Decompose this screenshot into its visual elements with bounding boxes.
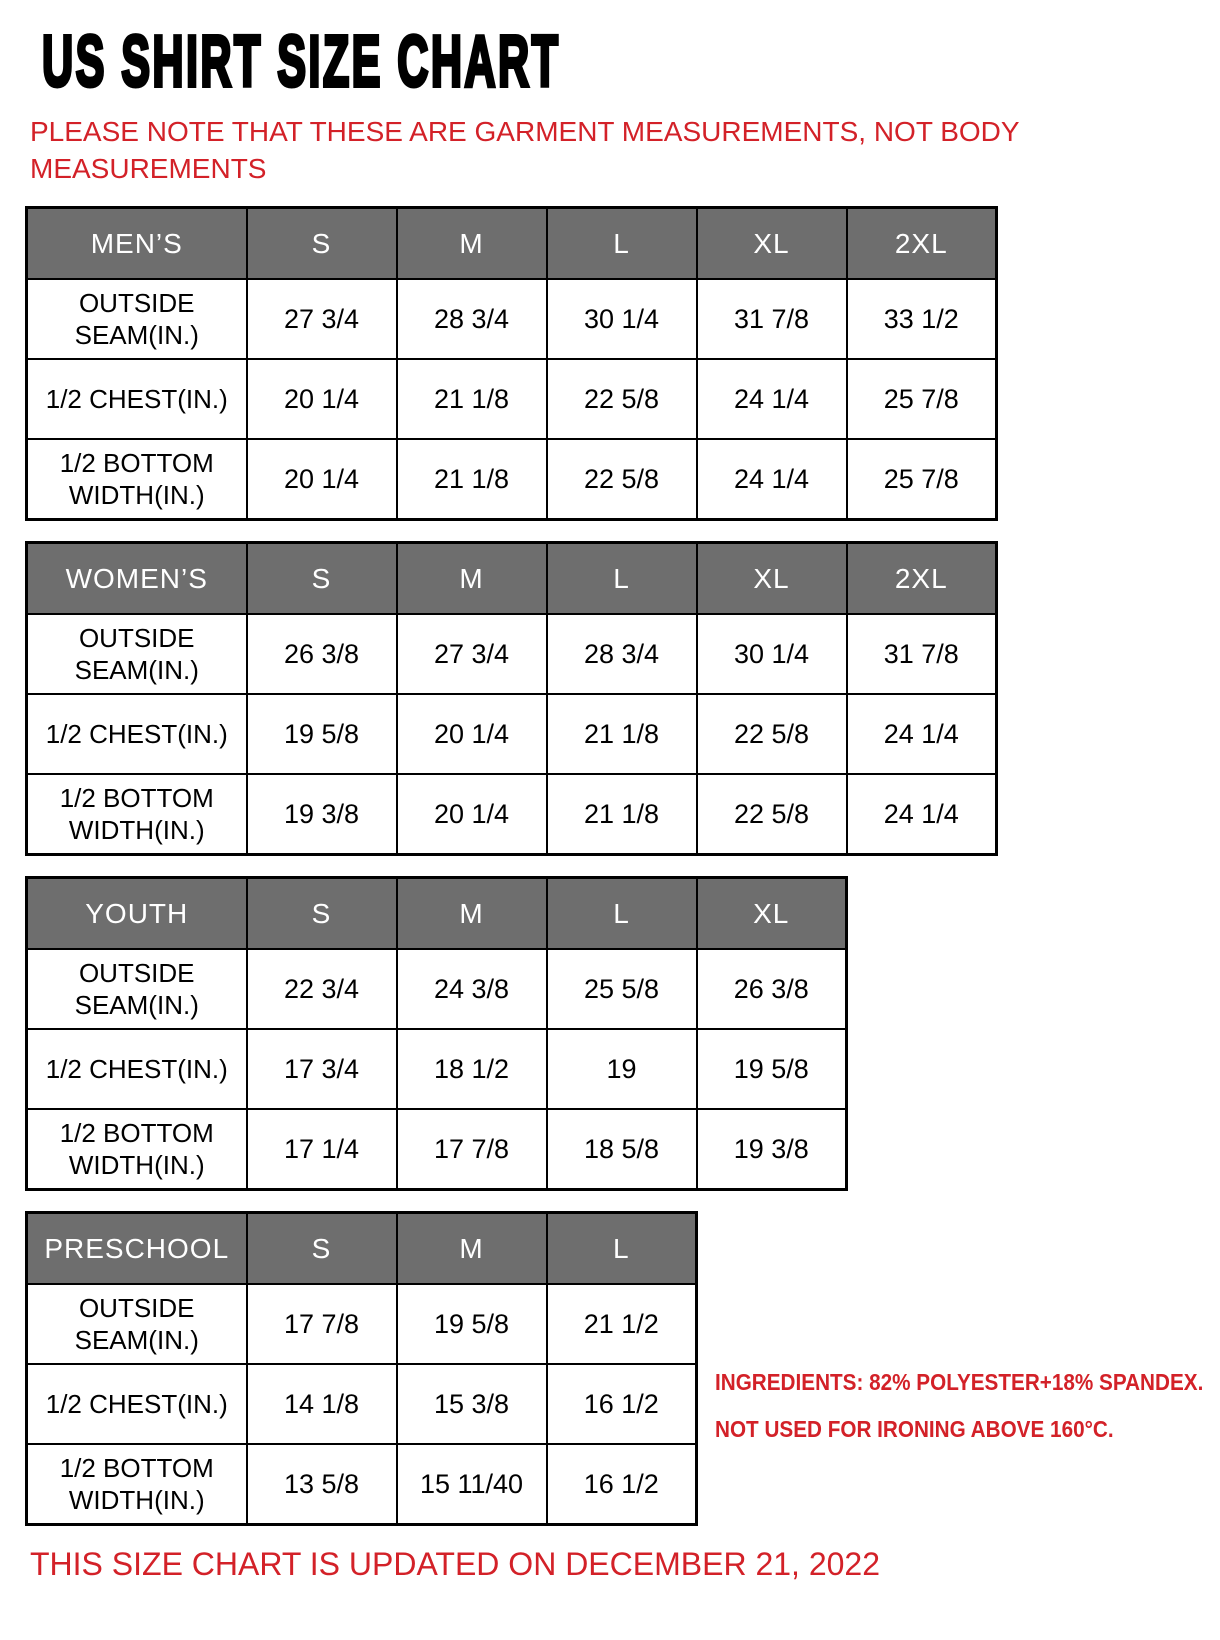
- row-label-cell: 1/2 BOTTOM WIDTH(IN.): [27, 1109, 247, 1189]
- size-header-cell: XL: [697, 877, 847, 949]
- measurement-row: [27, 774, 997, 854]
- value-cell: 26 3/8: [247, 614, 397, 694]
- value-cell: 22 5/8: [697, 694, 847, 774]
- value-cell: 21 1/2: [547, 1284, 697, 1364]
- value-cell: 25 7/8: [847, 439, 997, 519]
- value-cell: 31 7/8: [697, 279, 847, 359]
- update-date-note: THIS SIZE CHART IS UPDATED ON DECEMBER 21, 2022: [30, 1545, 880, 1582]
- value-cell: 20 1/4: [397, 774, 547, 854]
- value-cell: 25 7/8: [847, 359, 997, 439]
- value-cell: 19 5/8: [397, 1284, 547, 1364]
- value-cell: 19 3/8: [697, 1109, 847, 1189]
- row-label-cell: 1/2 BOTTOM WIDTH(IN.): [27, 774, 247, 854]
- value-cell: 22 5/8: [547, 439, 697, 519]
- measurement-row: [27, 949, 847, 1029]
- size-tables: [25, 206, 1220, 1526]
- value-cell: 20 1/4: [247, 359, 397, 439]
- measurement-row: [27, 1444, 697, 1524]
- measurement-row: [27, 1364, 697, 1444]
- group-header-cell: YOUTH: [27, 877, 247, 949]
- measurement-row: [27, 1284, 697, 1364]
- size-header-cell: L: [547, 877, 697, 949]
- value-cell: 14 1/8: [247, 1364, 397, 1444]
- measurement-row: [27, 694, 997, 774]
- value-cell: 33 1/2: [847, 279, 997, 359]
- size-header-cell: 2XL: [847, 542, 997, 614]
- value-cell: 31 7/8: [847, 614, 997, 694]
- ingredients-line: INGREDIENTS: 82% POLYESTER+18% SPANDEX.: [715, 1368, 1204, 1395]
- row-label-cell: OUTSIDE SEAM(IN.): [27, 614, 247, 694]
- value-cell: 16 1/2: [547, 1444, 697, 1524]
- value-cell: 18 1/2: [397, 1029, 547, 1109]
- value-cell: 21 1/8: [547, 694, 697, 774]
- row-label-cell: 1/2 CHEST(IN.): [27, 1364, 247, 1444]
- row-label-cell: 1/2 BOTTOM WIDTH(IN.): [27, 1444, 247, 1524]
- value-cell: 28 3/4: [547, 614, 697, 694]
- measurement-row: [27, 359, 997, 439]
- row-label-cell: 1/2 CHEST(IN.): [27, 694, 247, 774]
- measurement-row: [27, 1109, 847, 1189]
- value-cell: 24 1/4: [847, 774, 997, 854]
- size-header-cell: 2XL: [847, 207, 997, 279]
- value-cell: 13 5/8: [247, 1444, 397, 1524]
- size-header-cell: S: [247, 1212, 397, 1284]
- measurement-row: [27, 279, 997, 359]
- value-cell: 19: [547, 1029, 697, 1109]
- value-cell: 17 3/4: [247, 1029, 397, 1109]
- row-label-cell: OUTSIDE SEAM(IN.): [27, 1284, 247, 1364]
- value-cell: 25 5/8: [547, 949, 697, 1029]
- value-cell: 22 3/4: [247, 949, 397, 1029]
- value-cell: 28 3/4: [397, 279, 547, 359]
- row-label-cell: 1/2 BOTTOM WIDTH(IN.): [27, 439, 247, 519]
- value-cell: 21 1/8: [397, 359, 547, 439]
- group-header-cell: MEN’S: [27, 207, 247, 279]
- mens-size-table: [25, 206, 998, 521]
- size-header-cell: M: [397, 1212, 547, 1284]
- group-header-cell: PRESCHOOL: [27, 1212, 247, 1284]
- preschool-section: [25, 1211, 1220, 1526]
- page-title: US SHIRT SIZE CHART: [42, 22, 561, 102]
- value-cell: 21 1/8: [397, 439, 547, 519]
- row-label-cell: OUTSIDE SEAM(IN.): [27, 949, 247, 1029]
- size-header-cell: S: [247, 877, 397, 949]
- value-cell: 17 7/8: [247, 1284, 397, 1364]
- value-cell: 21 1/8: [547, 774, 697, 854]
- value-cell: 20 1/4: [247, 439, 397, 519]
- value-cell: 15 11/40: [397, 1444, 547, 1524]
- size-header-cell: M: [397, 877, 547, 949]
- measurement-row: [27, 1029, 847, 1109]
- size-header-cell: L: [547, 207, 697, 279]
- row-label-cell: 1/2 CHEST(IN.): [27, 359, 247, 439]
- value-cell: 20 1/4: [397, 694, 547, 774]
- value-cell: 22 5/8: [697, 774, 847, 854]
- value-cell: 30 1/4: [547, 279, 697, 359]
- size-header-cell: S: [247, 542, 397, 614]
- value-cell: 17 7/8: [397, 1109, 547, 1189]
- size-header-cell: XL: [697, 542, 847, 614]
- size-header-cell: L: [547, 1212, 697, 1284]
- size-header-cell: S: [247, 207, 397, 279]
- size-header-cell: L: [547, 542, 697, 614]
- garment-measurements-note: PLEASE NOTE THAT THESE ARE GARMENT MEASUREMENTS, NOT BODY MEASUREMENTS: [30, 116, 1020, 184]
- value-cell: 16 1/2: [547, 1364, 697, 1444]
- group-header-cell: WOMEN’S: [27, 542, 247, 614]
- value-cell: 15 3/8: [397, 1364, 547, 1444]
- size-header-cell: M: [397, 542, 547, 614]
- value-cell: 22 5/8: [547, 359, 697, 439]
- value-cell: 24 1/4: [847, 694, 997, 774]
- value-cell: 26 3/8: [697, 949, 847, 1029]
- size-chart-page: [0, 22, 1220, 1640]
- ironing-warning-line: NOT USED FOR IRONING ABOVE 160°C.: [715, 1416, 1114, 1443]
- size-header-cell: XL: [697, 207, 847, 279]
- value-cell: 19 5/8: [697, 1029, 847, 1109]
- value-cell: 30 1/4: [697, 614, 847, 694]
- value-cell: 24 1/4: [697, 359, 847, 439]
- value-cell: 18 5/8: [547, 1109, 697, 1189]
- value-cell: 24 1/4: [697, 439, 847, 519]
- row-label-cell: OUTSIDE SEAM(IN.): [27, 279, 247, 359]
- ingredients-note: [715, 1359, 1203, 1453]
- row-label-cell: 1/2 CHEST(IN.): [27, 1029, 247, 1109]
- value-cell: 19 5/8: [247, 694, 397, 774]
- value-cell: 27 3/4: [397, 614, 547, 694]
- value-cell: 19 3/8: [247, 774, 397, 854]
- womens-size-table: [25, 541, 998, 856]
- size-header-cell: M: [397, 207, 547, 279]
- value-cell: 17 1/4: [247, 1109, 397, 1189]
- value-cell: 27 3/4: [247, 279, 397, 359]
- value-cell: 24 3/8: [397, 949, 547, 1029]
- preschool-size-table: [25, 1211, 698, 1526]
- measurement-row: [27, 439, 997, 519]
- youth-size-table: [25, 876, 848, 1191]
- measurement-row: [27, 614, 997, 694]
